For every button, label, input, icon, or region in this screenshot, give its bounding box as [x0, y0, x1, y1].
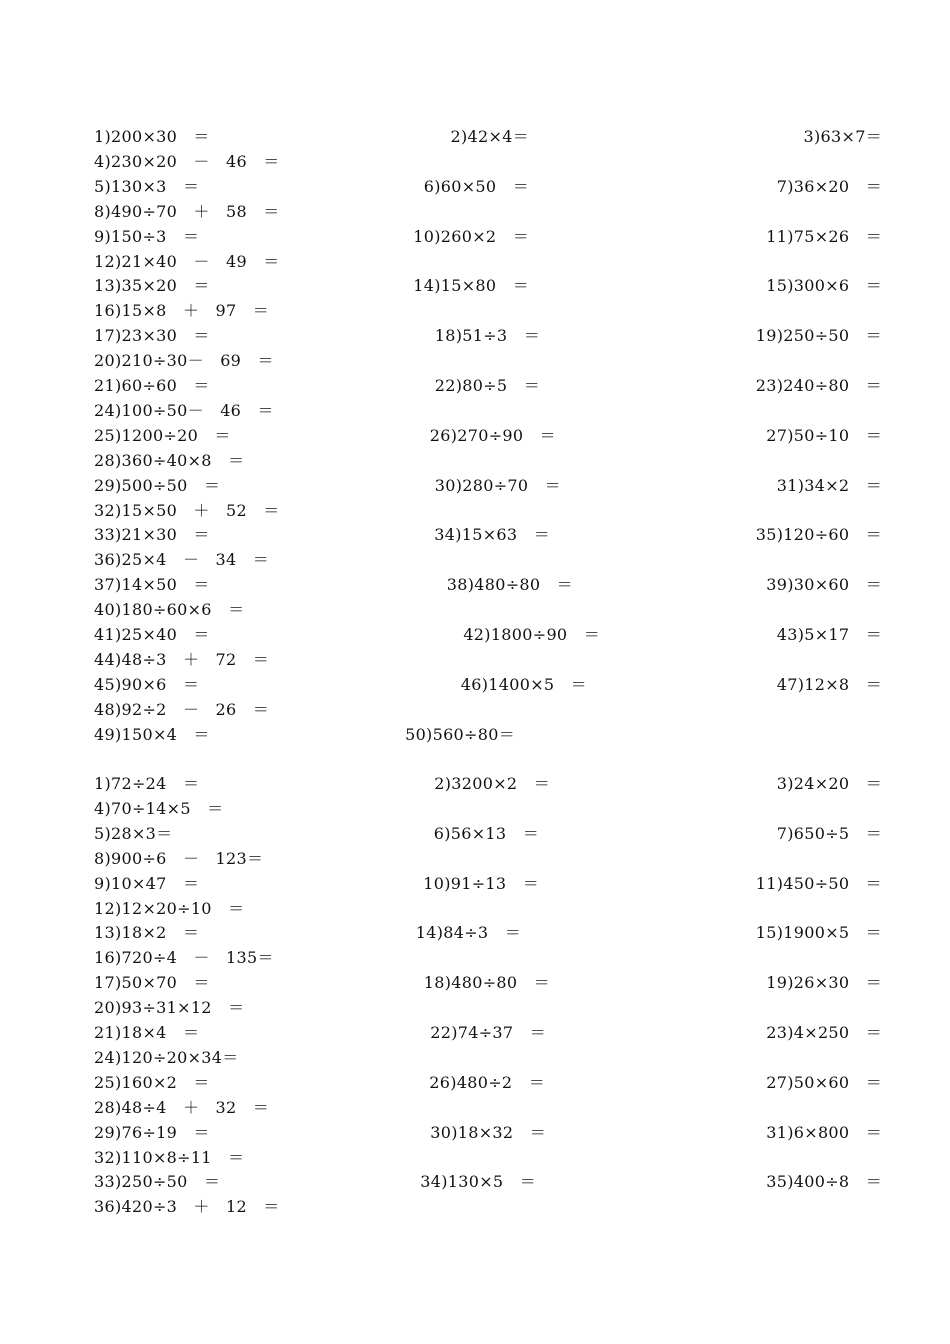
problem-row: [0, 398, 950, 423]
problem-left: 29)76÷19 ＝: [94, 1122, 210, 1142]
problem-left: 12)21×40 － 49 ＝: [94, 251, 280, 271]
problem-row: [0, 273, 950, 298]
problem-row: [0, 672, 950, 697]
problem-left: 16)15×8 ＋ 97 ＝: [94, 301, 270, 321]
problem-right: 31)34×2 ＝: [776, 475, 882, 495]
problem-left: 33)21×30 ＝: [94, 525, 210, 545]
problem-left: 9)10×47 ＝: [94, 873, 200, 893]
problem-left: 4)70÷14×5 ＝: [94, 798, 224, 818]
problem-row: [0, 423, 950, 448]
problem-left: 13)18×2 ＝: [94, 923, 200, 943]
problem-left: 37)14×50 ＝: [94, 575, 210, 595]
problem-row: [0, 871, 950, 896]
problem-mid: 14)15×80 ＝: [413, 276, 529, 296]
problem-mid: 6)56×13 ＝: [433, 823, 539, 843]
problem-row: [0, 1169, 950, 1194]
problem-row: [0, 1045, 950, 1070]
problem-row: [0, 647, 950, 672]
problem-right: 19)250÷50 ＝: [755, 326, 882, 346]
problem-left: 16)720÷4 － 135＝: [94, 948, 274, 968]
problem-right: 11)75×26 ＝: [766, 226, 882, 246]
problem-left: 48)92÷2 － 26 ＝: [94, 699, 270, 719]
problem-left: 25)1200÷20 ＝: [94, 425, 231, 445]
problem-mid: 22)74÷37 ＝: [430, 1023, 546, 1042]
problem-left: 32)15×50 ＋ 52 ＝: [94, 500, 280, 520]
problem-mid: 34)15×63 ＝: [434, 525, 550, 545]
problem-mid: 14)84÷3 ＝: [415, 923, 521, 943]
problem-mid: 30)280÷70 ＝: [434, 475, 561, 495]
problem-left: 21)60÷60 ＝: [94, 376, 210, 395]
problem-mid: 26)480÷2 ＝: [429, 1072, 545, 1092]
problem-right: 35)400÷8 ＝: [766, 1172, 882, 1192]
problem-row: [0, 1095, 950, 1120]
problem-row: [0, 821, 950, 846]
problem-row: [0, 224, 950, 249]
problem-left: 8)900÷6 － 123＝: [94, 848, 264, 868]
problem-left: 1)72÷24 ＝: [94, 774, 200, 793]
problem-right: 3)24×20 ＝: [776, 774, 882, 793]
problem-row: [0, 572, 950, 597]
problem-left: 36)420÷3 ＋ 12 ＝: [94, 1197, 280, 1217]
problem-row: [0, 722, 950, 747]
problem-right: 35)120÷60 ＝: [755, 525, 882, 545]
problem-row: [0, 323, 950, 348]
problem-left: 25)160×2 ＝: [94, 1072, 210, 1092]
problem-row: [0, 1070, 950, 1095]
problem-left: 4)230×20 － 46 ＝: [94, 151, 280, 171]
problem-left: 12)12×20÷10 ＝: [94, 898, 245, 918]
problem-mid: 42)1800÷90 ＝: [463, 625, 600, 644]
problem-row: [0, 298, 950, 323]
problem-row: [0, 249, 950, 274]
problem-row: [0, 920, 950, 945]
problem-mid: 26)270÷90 ＝: [429, 425, 556, 445]
problem-left: 32)110×8÷11 ＝: [94, 1147, 245, 1167]
problem-row: [0, 622, 950, 647]
problem-row: [0, 448, 950, 473]
problem-mid: 38)480÷80 ＝: [446, 575, 573, 595]
problem-right: 15)300×6 ＝: [766, 276, 882, 296]
problem-right: 27)50×60 ＝: [766, 1072, 882, 1092]
problem-row: [0, 174, 950, 199]
problem-right: 11)450÷50 ＝: [755, 873, 882, 893]
problem-mid: 10)91÷13 ＝: [423, 873, 539, 893]
problem-row: [0, 597, 950, 622]
problem-left: 5)130×3 ＝: [94, 176, 200, 196]
problem-row: [0, 473, 950, 498]
problem-right: 23)240÷80 ＝: [755, 376, 882, 395]
problem-mid: 18)51÷3 ＝: [434, 326, 540, 346]
problem-row: [0, 970, 950, 995]
problem-row: [0, 522, 950, 547]
problem-left: 49)150×4 ＝: [94, 724, 210, 744]
problem-row: [0, 995, 950, 1020]
problem-row: [0, 896, 950, 921]
problem-left: 33)250÷50 ＝: [94, 1172, 221, 1192]
problem-right: 23)4×250 ＝: [766, 1023, 882, 1042]
problem-left: 40)180÷60×6 ＝: [94, 600, 245, 620]
problem-left: 45)90×6 ＝: [94, 674, 200, 694]
problem-row: [0, 1120, 950, 1145]
problem-left: 8)490÷70 ＋ 58 ＝: [94, 201, 280, 221]
problem-row: [0, 373, 950, 398]
problem-row: [0, 771, 950, 796]
problem-left: 1)200×30 ＝: [94, 127, 210, 146]
problem-left: 24)120÷20×34＝: [94, 1047, 239, 1067]
problem-right: 7)650÷5 ＝: [776, 823, 882, 843]
problem-row: [0, 498, 950, 523]
problem-mid: 2)42×4＝: [450, 127, 529, 146]
problem-row: [0, 199, 950, 224]
problem-left: 28)360÷40×8 ＝: [94, 450, 245, 470]
problem-row: [0, 348, 950, 373]
problem-right: 7)36×20 ＝: [776, 176, 882, 196]
problem-right: 15)1900×5 ＝: [755, 923, 882, 943]
problem-mid: 18)480÷80 ＝: [423, 973, 550, 993]
problem-left: 24)100÷50－ 46 ＝: [94, 400, 274, 420]
problem-left: 36)25×4 － 34 ＝: [94, 550, 270, 570]
problem-left: 20)93÷31×12 ＝: [94, 998, 245, 1018]
problem-right: 27)50÷10 ＝: [766, 425, 882, 445]
problem-left: 29)500÷50 ＝: [94, 475, 221, 495]
problem-row: [0, 697, 950, 722]
problem-mid: 30)18×32 ＝: [430, 1122, 546, 1142]
problem-left: 28)48÷4 ＋ 32 ＝: [94, 1097, 270, 1117]
problem-left: 9)150÷3 ＝: [94, 226, 200, 246]
problem-mid: 6)60×50 ＝: [423, 176, 529, 196]
problem-row: [0, 1020, 950, 1045]
problem-right: 47)12×8 ＝: [776, 674, 882, 694]
problem-left: 20)210÷30－ 69 ＝: [94, 351, 274, 371]
problem-row: [0, 1145, 950, 1170]
problem-right: 39)30×60 ＝: [766, 575, 882, 595]
problem-row: [0, 149, 950, 174]
problem-row: [0, 547, 950, 572]
problem-mid: 34)130×5 ＝: [420, 1172, 536, 1192]
problem-mid: 10)260×2 ＝: [413, 226, 529, 246]
problem-right: 31)6×800 ＝: [766, 1122, 882, 1142]
problem-row: [0, 1194, 950, 1219]
problem-right: 3)63×7＝: [803, 127, 882, 146]
problem-mid: 50)560÷80＝: [405, 724, 515, 744]
problem-left: 5)28×3＝: [94, 823, 173, 843]
problem-right: 43)5×17 ＝: [776, 625, 882, 644]
problem-left: 17)23×30 ＝: [94, 326, 210, 346]
problem-left: 17)50×70 ＝: [94, 973, 210, 993]
problem-left: 13)35×20 ＝: [94, 276, 210, 296]
problem-left: 44)48÷3 ＋ 72 ＝: [94, 649, 270, 669]
problem-row: [0, 796, 950, 821]
problem-mid: 22)80÷5 ＝: [434, 376, 540, 395]
problem-row: [0, 846, 950, 871]
problem-mid: 2)3200×2 ＝: [434, 774, 550, 793]
problem-row: [0, 945, 950, 970]
problem-left: 21)18×4 ＝: [94, 1023, 200, 1042]
problem-mid: 46)1400×5 ＝: [460, 674, 587, 694]
problem-left: 41)25×40 ＝: [94, 625, 210, 644]
problem-row: [0, 124, 950, 149]
problem-right: 19)26×30 ＝: [766, 973, 882, 993]
